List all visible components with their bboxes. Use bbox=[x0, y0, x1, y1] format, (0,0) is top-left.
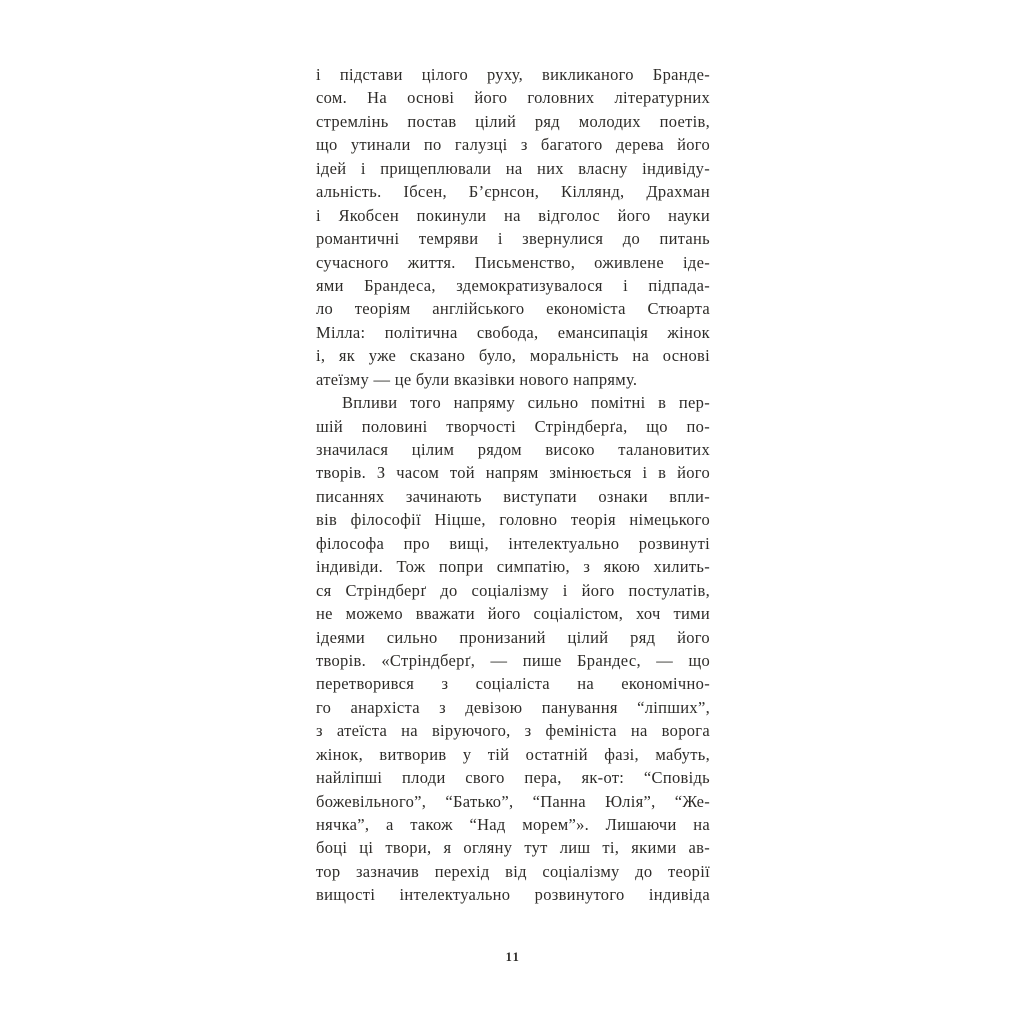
text-line: творів. «Стріндберґ, — пише Брандес, — що bbox=[316, 650, 710, 670]
text-line: стремлінь постав цілий ряд молодих поетів, bbox=[316, 111, 710, 131]
text-line: го анархіста з девізою панування “ліпших”, bbox=[316, 697, 710, 717]
text-line: боці ці твори, я огляну тут лиш ті, якими ав- bbox=[316, 838, 710, 858]
text-line: шій половині творчості Стріндберґа, що по- bbox=[316, 416, 710, 436]
text-line: ідеями сильно пронизаний цілий ряд його bbox=[316, 627, 710, 647]
text-line: з атеїста на віруючого, з фемініста на ворога bbox=[316, 721, 710, 741]
page-text-block bbox=[316, 63, 710, 907]
text-line: найліпші плоди свого пера, як-от: “Сповідь bbox=[316, 768, 710, 788]
text-line: перетворився з соціаліста на економічно- bbox=[316, 674, 710, 694]
text-line: філософа про вищі, інтелектуально розвинуті bbox=[316, 533, 710, 553]
text-line: вищості інтелектуально розвинутого індивіда bbox=[316, 885, 710, 905]
text-line: писаннях зачинають виступати ознаки впли- bbox=[316, 486, 710, 506]
text-line: не можемо вважати його соціалістом, хоч тими bbox=[316, 604, 710, 624]
text-line: вів філософії Ніцше, головно теорія німецького bbox=[316, 510, 710, 530]
text-line: Впливи того напряму сильно помітні в пер- bbox=[342, 393, 710, 413]
text-line: ло теоріям англійського економіста Стюарта bbox=[316, 299, 710, 319]
text-line: і, як уже сказано було, моральність на основі bbox=[316, 346, 710, 366]
text-line: жінок, витворив у тій остатній фазі, мабуть, bbox=[316, 744, 710, 764]
text-line: і підстави цілого руху, викликаного Бранде- bbox=[316, 65, 710, 84]
text-line: сом. На основі його головних літературних bbox=[316, 88, 710, 108]
text-line: ями Брандеса, здемократизувалося і підпада- bbox=[316, 275, 710, 295]
text-line: нячка”, а також “Над морем”». Лишаючи на bbox=[316, 815, 710, 834]
text-line: Мілла: політична свобода, емансипація жінок bbox=[316, 322, 710, 342]
text-line: тор зазначив перехід від соціалізму до теорії bbox=[316, 861, 710, 881]
text-line: божевільного”, “Батько”, “Панна Юлія”, “Же- bbox=[316, 791, 710, 811]
text-line: творів. З часом той напрям змінюється і в його bbox=[316, 463, 710, 483]
text-line: атеїзму — це були вказівки нового напряму. bbox=[316, 369, 638, 389]
text-line: альність. Ібсен, Б’єрнсон, Кіллянд, Драхман bbox=[316, 182, 710, 202]
text-line: і Якобсен покинули на відголос його науки bbox=[316, 205, 710, 225]
text-line: романтичні темряви і звернулися до питань bbox=[316, 229, 710, 249]
text-line: ідей і прищеплювали на них власну індивіду- bbox=[316, 158, 710, 178]
text-line: що утинали по галузці з багатого дерева його bbox=[316, 135, 710, 155]
text-line: індивіди. Тож попри симпатію, з якою хилить- bbox=[316, 557, 710, 577]
text-line: сучасного життя. Письменство, оживлене іде- bbox=[316, 252, 710, 272]
text-line: значилася цілим рядом високо талановитих bbox=[316, 440, 710, 459]
page-number: 11 bbox=[505, 950, 521, 964]
text-line: ся Стріндберґ до соціалізму і його постулатів, bbox=[316, 580, 710, 600]
